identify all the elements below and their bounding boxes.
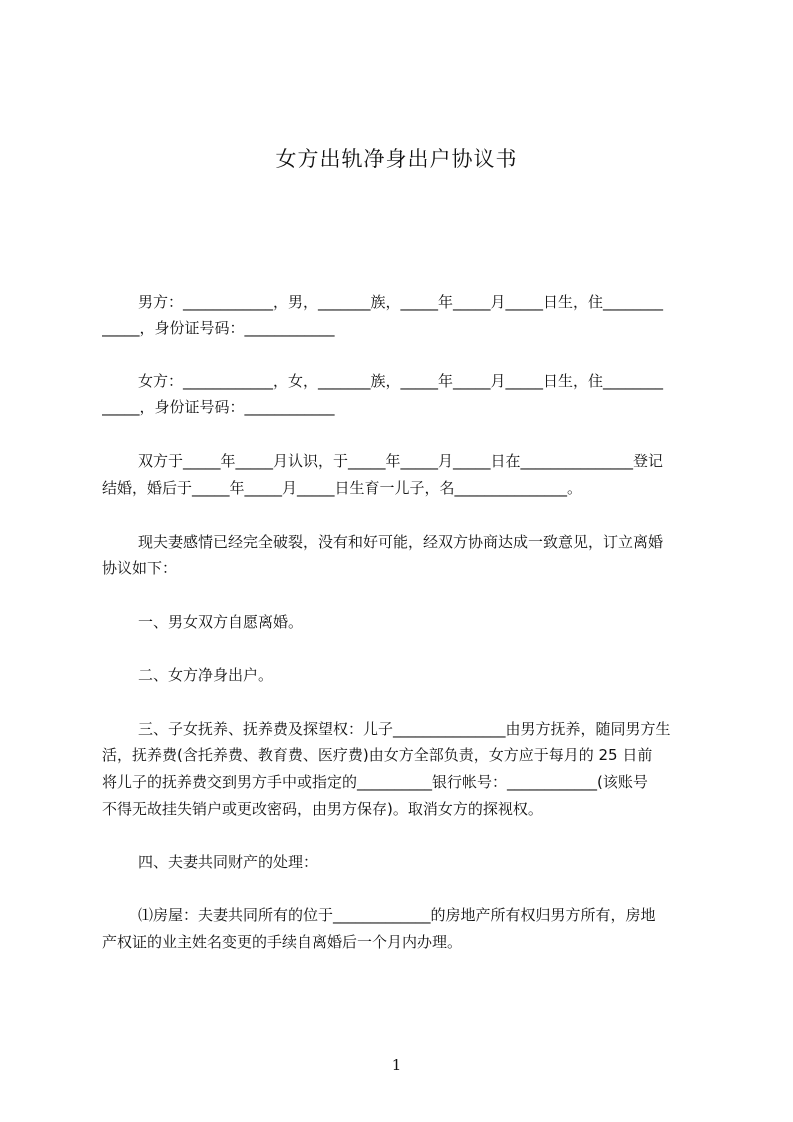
paragraph-line: 将儿子的抚养费交到男方手中或指定的__________银行帐号：____________(该账号 (102, 773, 648, 791)
section-heading: 四、夫妻共同财产的处理： (138, 853, 319, 871)
paragraph-line: 男方：____________，男，_______族，_____年_____月_____日生，住________ (138, 293, 664, 311)
paragraph-line: ⑴房屋：夫妻共同所有的位于_____________的房地产所有权归男方所有，房地 (138, 906, 656, 924)
section-heading: 一、男女双方自愿离婚。 (138, 613, 304, 631)
paragraph-line: 三、子女抚养、抚养费及探望权：儿子_______________由男方抚养，随同男方生 (138, 720, 671, 738)
page-number: 1 (391, 1056, 402, 1074)
paragraph-line: 活，抚养费(含托养费、教育费、医疗费)由女方全部负责，女方应于每月的 25 日前 (102, 746, 653, 764)
paragraph-line: _____，身份证号码：____________ (102, 398, 335, 416)
paragraph-line: 产权证的业主姓名变更的手续自离婚后一个月内办理。 (102, 933, 463, 951)
paragraph-line: _____，身份证号码：____________ (102, 319, 335, 337)
document-title: 女方出轨净身出户协议书 (275, 147, 518, 171)
paragraph-line: 女方：____________，女，_______族，_____年_____月_____日生，住________ (138, 372, 664, 390)
paragraph-line: 结婚，婚后于_____年_____月_____日生育一儿子，名_______________。 (102, 479, 583, 497)
paragraph-line: 协议如下： (102, 559, 178, 577)
paragraph-line: 现夫妻感情已经完全破裂，没有和好可能，经双方协商达成一致意见，订立离婚 (138, 533, 664, 551)
paragraph-line: 双方于_____年_____月认识，于_____年_____月_____日在_______________登记 (138, 452, 664, 470)
paragraph-line: 不得无故挂失销户或更改密码，由男方保存)。取消女方的探视权。 (102, 800, 543, 818)
section-heading: 二、女方净身出户。 (138, 666, 274, 684)
